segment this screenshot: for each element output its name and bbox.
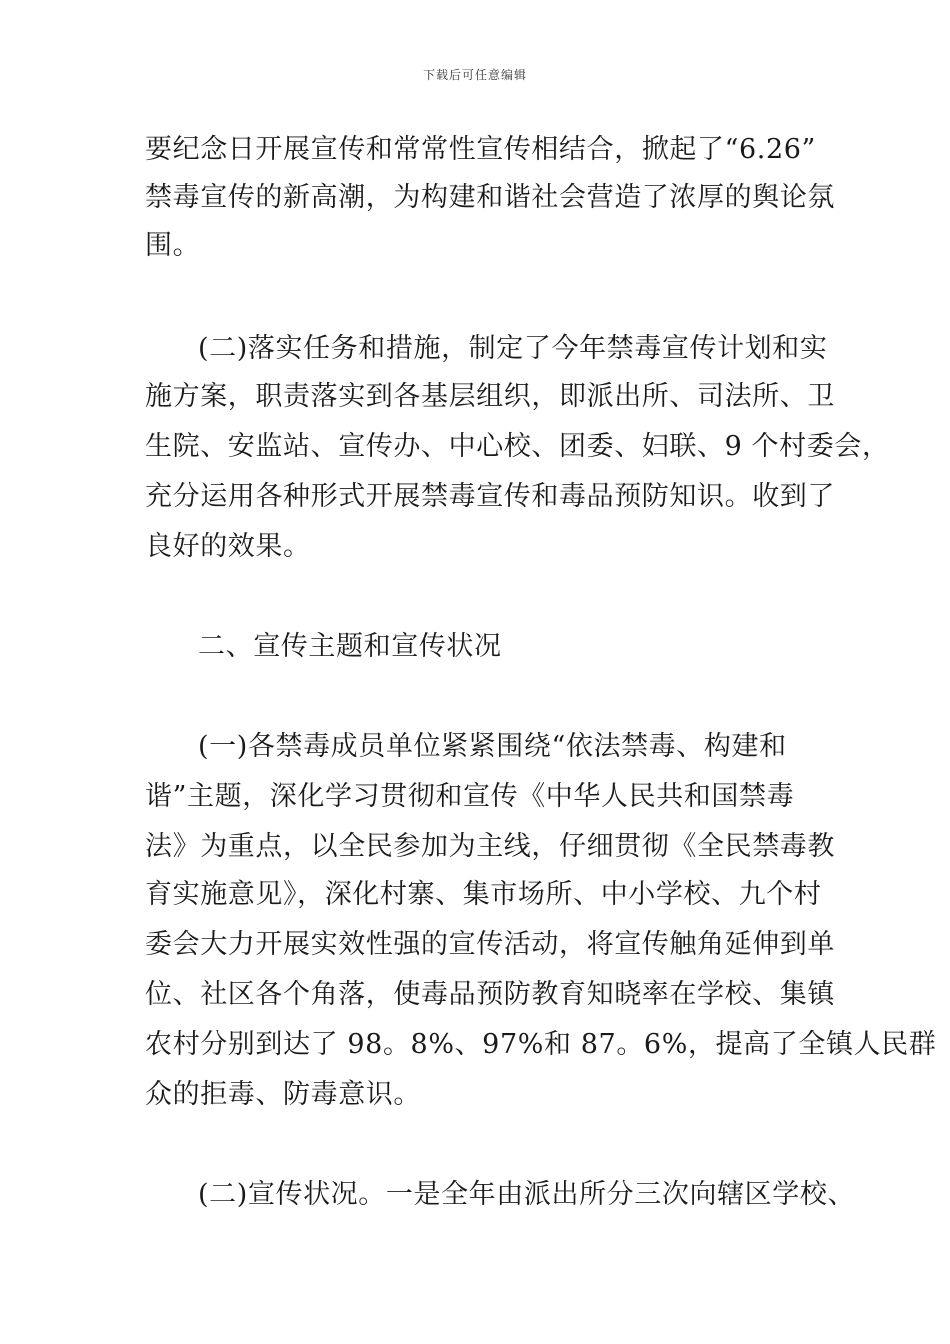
paragraph-line: 施方案，职责落实到各基层组织，即派出所、司法所、卫 (145, 381, 835, 412)
paragraph-line: 生院、安监站、宣传办、中心校、团委、妇联、9 个村委会， (145, 431, 890, 462)
paragraph-line: 委会大力开展实效性强的宣传活动，将宣传触角延伸到单 (145, 929, 835, 960)
paragraph-line: 位、社区各个角落，使毒品预防教育知晓率在学校、集镇 (145, 979, 835, 1010)
paragraph-line: 禁毒宣传的新高潮，为构建和谐社会营造了浓厚的舆论氛 (145, 182, 835, 213)
paragraph-line: 法》为重点，以全民参加为主线，仔细贯彻《全民禁毒教 (145, 831, 835, 862)
paragraph-line: 围。 (145, 230, 201, 261)
paragraph-line: (二)落实任务和措施，制定了今年禁毒宣传计划和实 (198, 333, 828, 364)
page-header: 下载后可任意编辑 (422, 68, 527, 82)
paragraph-line: 育实施意见》，深化村寨、集市场所、中小学校、九个村 (145, 879, 822, 910)
paragraph-line: (一)各禁毒成员单位紧紧围绕“依法禁毒、构建和 (198, 731, 787, 762)
paragraph-line: 良好的效果。 (145, 531, 311, 562)
section-heading: 二、宣传主题和宣传状况 (198, 631, 502, 662)
paragraph-line: (二)宣传状况。一是全年由派出所分三次向辖区学校、 (198, 1179, 856, 1210)
paragraph-line: 充分运用各种形式开展禁毒宣传和毒品预防知识。收到了 (145, 481, 835, 512)
paragraph-line: 农村分别到达了 98。8%、97%和 87。6%，提高了全镇人民群 (145, 1029, 937, 1060)
paragraph-line: 要纪念日开展宣传和常常性宣传相结合，掀起了“6.26” (145, 134, 816, 165)
paragraph-line: 众的拒毒、防毒意识。 (145, 1079, 421, 1110)
paragraph-line: 谐”主题，深化学习贯彻和宣传《中华人民共和国禁毒 (145, 781, 795, 812)
